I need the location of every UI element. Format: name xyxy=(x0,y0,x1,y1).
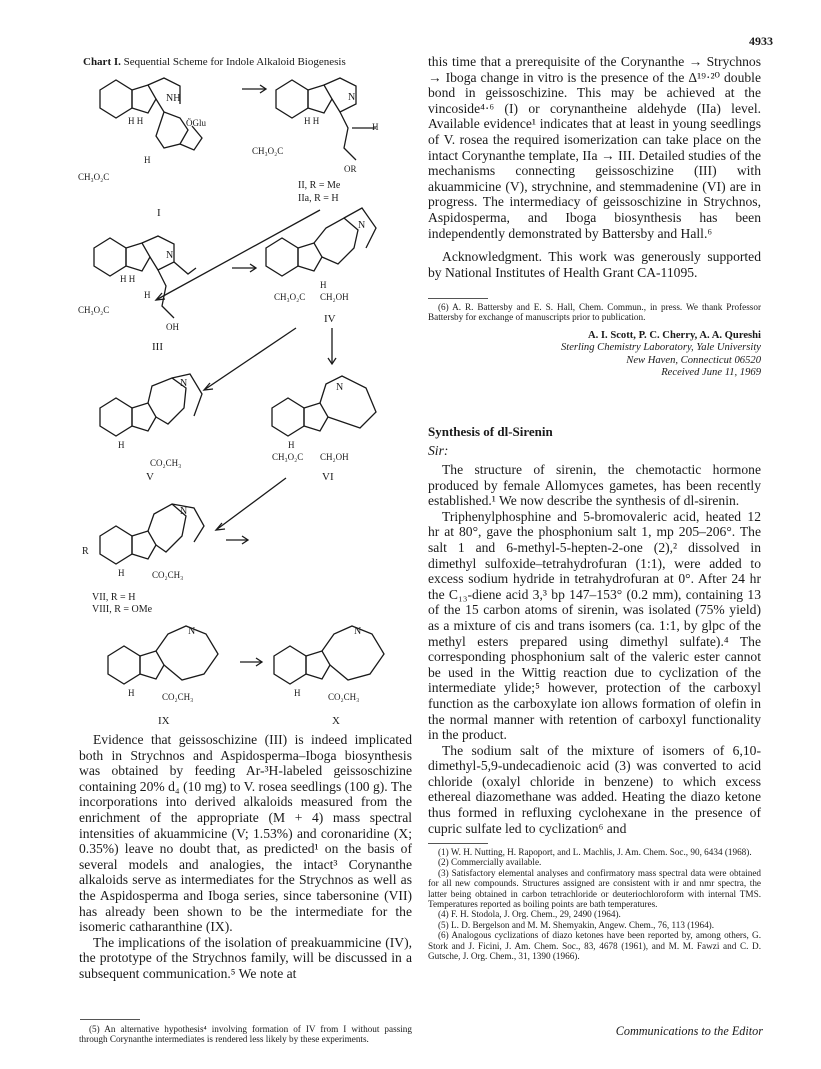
compound-label-I: I xyxy=(157,207,161,219)
arrow-II-III xyxy=(156,210,320,300)
hh-label: H H xyxy=(128,116,144,126)
compound-label-III: III xyxy=(152,341,163,353)
ester-label: CO₂CH₃ xyxy=(162,692,194,702)
signature-block xyxy=(428,330,761,380)
oh-label: OH xyxy=(166,322,179,332)
chart-title-text: Sequential Scheme for Indole Alkaloid Biogenesis xyxy=(123,56,346,68)
n-label: N xyxy=(166,250,174,261)
n-label: N xyxy=(180,506,188,517)
arrow-VI-VII xyxy=(216,478,286,530)
page-footer: Communications to the Editor xyxy=(615,1024,763,1038)
left-body xyxy=(79,732,412,982)
reference: (4) F. H. Stodola, J. Org. Chem., 29, 2490 (1964). xyxy=(438,909,621,920)
footnote-rule xyxy=(428,298,488,299)
n-label: N xyxy=(180,378,188,389)
compound-III xyxy=(78,236,196,353)
ester-label: CO₂CH₃ xyxy=(152,570,184,580)
reference: (1) W. H. Nutting, H. Rapoport, and L. Machlis, J. Am. Chem. Soc., 90, 6434 (1968). xyxy=(438,847,752,857)
n-label: N xyxy=(336,382,344,393)
footnote-rule xyxy=(428,843,488,844)
h-label: H xyxy=(128,688,135,698)
address: New Haven, Connecticut 06520 xyxy=(626,354,761,366)
footnote-5 xyxy=(79,1024,412,1045)
compound-X xyxy=(274,626,384,727)
page-number: 4933 xyxy=(749,34,773,48)
glu-label: ÖGlu xyxy=(186,118,206,128)
n-label: N xyxy=(188,626,196,637)
arrow-III-V xyxy=(204,328,296,390)
paragraph: The structure of sirenin, the chemotactic hormone produced by female Allomyces gametes, has been recently established.¹ We now describe the synthesis of dl-sirenin. xyxy=(428,462,761,509)
ester-label: CH₃O₂C xyxy=(252,146,284,156)
nh-label: NH xyxy=(166,93,181,104)
reference: (6) Analogous cyclizations of diazo ketones have been reported by, among others, G. Stork and J. Ficini, J. Am. Chem. Soc., 83, 4678 (1961), and M. M. Fawzi and C. D. Gutsche, J. Org. Chem., 31, 1390 (1966). xyxy=(428,930,761,962)
compound-label-V: V xyxy=(146,471,154,483)
n-label: N xyxy=(358,220,366,231)
paragraph: The sodium salt of the mixture of isomers of 6,10-dimethyl-5,9-undecadienoic acid (3) was converted to acid chloride (oxalyl chloride in benzene) to which excess ethereal diazomethane was added. Heating the diazo ketone thus formed in refluxing cyclohexane in the presence of cupric sulfate led to cyclization⁶ and xyxy=(428,742,761,836)
footnote-6 xyxy=(428,302,761,323)
ch2oh-label: CH₂OH xyxy=(320,292,349,302)
acknowledgment xyxy=(428,249,761,280)
received-date: Received June 11, 1969 xyxy=(661,367,761,379)
ester-label: CO₂CH₃ xyxy=(150,458,182,468)
ester-label: CH₃O₂C xyxy=(274,292,306,302)
reference: (5) L. D. Bergelson and M. M. Shemyakin, Angew. Chem., 76, 113 (1964). xyxy=(438,919,715,930)
ch2oh-label: CH₂OH xyxy=(320,452,349,462)
h-label: H xyxy=(320,280,327,290)
arrow-III-IV xyxy=(232,264,256,272)
h-label: H xyxy=(288,440,295,450)
acknowledgment-text: Acknowledgment. This work was generously supported by National Institutes of Health Grant CA-11095. xyxy=(428,249,761,280)
or-label: OR xyxy=(344,164,357,174)
footnote-text: (6) A. R. Battersby and E. S. Hall, Chem. Commun., in press. We thank Professor Battersby for exchange of manuscripts prior to publication. xyxy=(428,302,761,323)
ester-label: CH₃O₂C xyxy=(78,305,110,315)
compound-VI xyxy=(272,376,376,483)
compound-label-VIII: VIII, R = OMe xyxy=(92,604,153,615)
salutation: Sir: xyxy=(428,443,449,458)
compound-label-IV: IV xyxy=(324,313,336,325)
compound-VII xyxy=(82,504,248,615)
ester-label: CO₂CH₃ xyxy=(328,692,360,702)
article-body xyxy=(428,462,761,836)
n-label: N xyxy=(354,626,362,637)
n-label: N xyxy=(348,92,356,103)
h-label: H xyxy=(118,440,125,450)
paragraph: this time that a prerequisite of the Corynanthe → Strychnos → Iboga change in vitro is the presence of the Δ¹⁹·²⁰ double bond in geissoschizine. This may be achieved at the vincoside⁴·⁶ (I) or corynantheine aldehyde (IIa) level. Available evidence¹ indicates that at least in young seedlings of V. rosea the required isomerization can take place on the intact Corynanthe template, IIa → III. Detailed studies of the mechanisms connecting geissoschizine (III) with akuammicine (V), strychnine, and stemmadenine (VI) are in progress. The intermediacy of geissoschizine in Strychnos, Aspidosperma, and Iboga biosynthesis has been independently demonstrated by Battersby and Hall.⁶ xyxy=(428,54,761,241)
compound-label-VI: VI xyxy=(322,471,334,483)
compound-label-II: II, R = Me xyxy=(298,180,341,191)
right-body xyxy=(428,54,761,241)
chart-title xyxy=(83,56,346,68)
h-label: H xyxy=(144,290,151,300)
compound-V xyxy=(100,374,202,483)
article-title: Synthesis of dl-Sirenin xyxy=(428,424,553,439)
compound-IV xyxy=(266,208,376,325)
compound-label-IX: IX xyxy=(158,715,170,727)
ester-label: CH₃O₂C xyxy=(78,172,110,182)
compound-II xyxy=(252,78,379,204)
reference: (3) Satisfactory elemental analyses and confirmatory mass spectral data were obtained for all new compounds. Structures assigned are consistent with ir and nmr spectra, the latter being obtained in carbon tetrachloride or deuteriochloroform with internal TMS. Temperatures reported as boiling points are bath temperatures. xyxy=(428,867,761,910)
footnote-text: (5) An alternative hypothesis⁴ involving formation of IV from I without passing through Corynanthe intermediates is rendered less likely by these experiments. xyxy=(79,1024,412,1045)
compound-label-X: X xyxy=(332,715,340,727)
affiliation: Sterling Chemistry Laboratory, Yale University xyxy=(560,342,761,354)
biogenesis-scheme xyxy=(76,68,416,728)
hh-label: H H xyxy=(304,116,320,126)
h-label: H xyxy=(294,688,301,698)
arrow-IV-VI xyxy=(328,328,336,364)
h-label: H xyxy=(118,568,125,578)
paragraph: The implications of the isolation of preakuammicine (IV), the prototype of the Strychnos family, will be discussed in a subsequent communication.⁵ We note at xyxy=(79,934,412,981)
r-label: R xyxy=(82,546,89,557)
hh-label: H H xyxy=(120,274,136,284)
compound-label-IIa: IIa, R = H xyxy=(298,193,339,204)
paragraph: Triphenylphosphine and 5-bromovaleric acid, heated 12 hr at 80°, gave the phosphonium salt 1, mp 205–206°. The salt 1 and 6-methyl-5-hepten-2-one (2),² dissolved in dimethyl sulfoxide–tetrahydrofuran (1:1), were added to excess sodium hydride in tetrahydrofuran at 0°. After 24 hr the C₁₃-diene acid 3,³ bp 147–153° (0.2 mm), containing 13 of the 15 carbon atoms of sirenin, was isolated (75% yield) as a mixture of cis and trans isomers (ca. 1:1, by glpc of the methyl esters prepared using dimethyl sulfate).⁴ The corresponding phosphonium salt of the valeric ester cannot be used in the Wittig reaction due to cyclization of the intermediate ylide;⁵ however, protection of the carboxyl function as the carboxylate ion allows formation of olefin in the normal manner with retention of carboxyl functionality in the product. xyxy=(428,508,761,743)
compound-label-VII: VII, R = H xyxy=(92,592,136,603)
footnote-rule xyxy=(80,1019,140,1020)
reference: (2) Commercially available. xyxy=(438,857,542,868)
authors: A. I. Scott, P. C. Cherry, A. A. Qureshi xyxy=(587,330,761,341)
ester-label: CH₃O₂C xyxy=(272,452,304,462)
compound-IX xyxy=(108,626,262,727)
h-label: H xyxy=(144,155,151,165)
compound-I xyxy=(78,78,206,219)
references xyxy=(428,847,761,961)
paragraph: Evidence that geissoschizine (III) is indeed implicated both in Strychnos and Aspidosperma–Iboga biosynthesis was obtained by feeding Ar-³H-labeled geissoschizine containing 20% d₄ (10 mg) to V. rosea seedlings (100 g). The incorporations into derived alkaloids measured from the enrichment of the appropriate (M + 4) mass spectral intensities of akuammicine (V; 1.53%) and coronaridine (X; 0.35%) leave no doubt that, as predicted¹ on the basis of several models and analogies, the intact³ Corynanthe alkaloids serve as intermediates for the Strychnos as well as the Aspidosperma and Iboga series, since tabersonine (VII) has already been shown to be the intermediate for the isomeric catharanthine (IX). xyxy=(79,732,412,935)
h-label: H xyxy=(372,122,379,132)
chart-label: Chart I. xyxy=(83,56,121,68)
arrow-I-II xyxy=(242,85,266,93)
